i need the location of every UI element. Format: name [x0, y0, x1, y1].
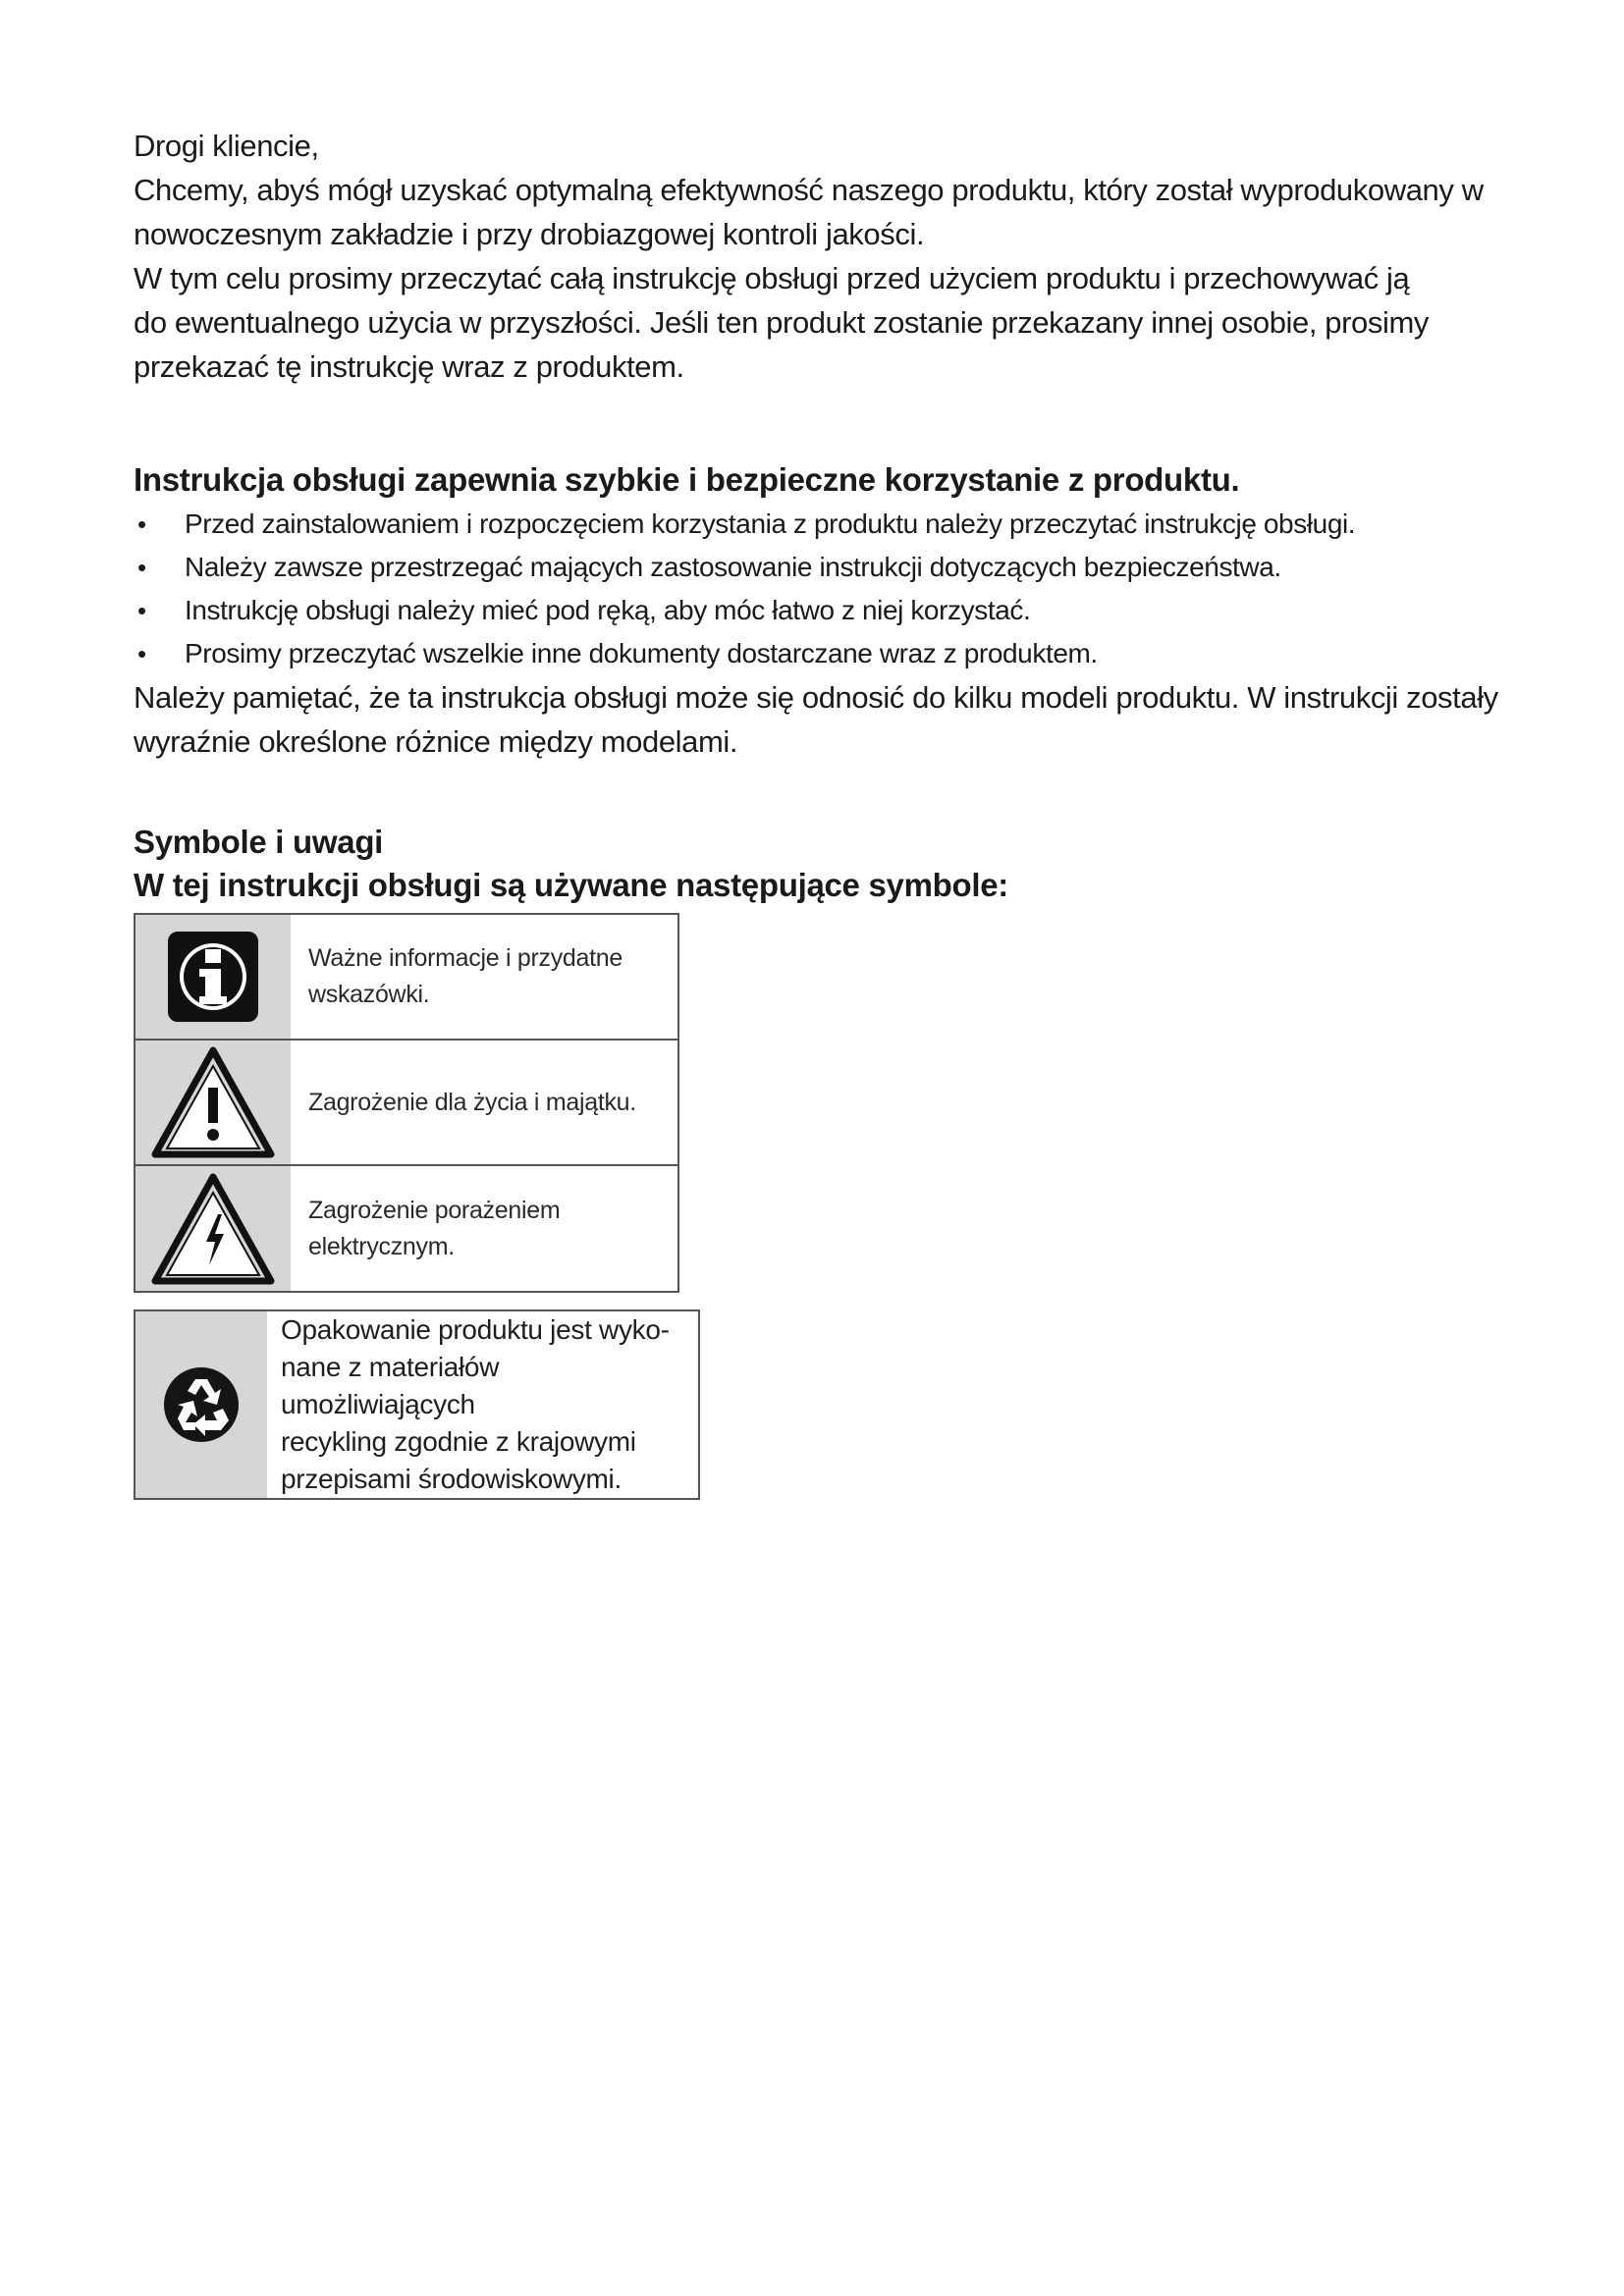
- section-symbols: [134, 821, 1508, 907]
- symbol-description: [291, 915, 677, 1039]
- symbol-row-electric: [135, 1166, 677, 1291]
- symbol-description: [291, 1041, 677, 1164]
- recycling-note-box: [134, 1309, 700, 1500]
- recycle-icon: [135, 1311, 267, 1498]
- symbol-row-info: [135, 915, 677, 1041]
- bullet-list: [134, 503, 1508, 675]
- section-symbols-subheading: W tej instrukcji obsługi są używane następujące symbole:: [134, 867, 1008, 903]
- intro-p2-line1: W tym celu prosimy przeczytać całą instrukcję obsługi przed użyciem produktu i przechowywać ją: [134, 261, 1410, 295]
- electric-shock-icon: [135, 1166, 291, 1291]
- list-item: [134, 589, 1508, 632]
- recycling-line2: nane z materiałów umożliwiających: [281, 1352, 500, 1419]
- models-note-line2: wyraźnie określone różnice między modelami.: [134, 724, 738, 759]
- section-symbols-heading: Symbole i uwagi: [134, 824, 384, 860]
- intro-p2-line2: do ewentualnego użycia w przyszłości. Jeśli ten produkt zostanie przekazany innej osobie, prosimy: [134, 305, 1430, 340]
- symbol-text-line1: Zagrożenie dla życia i majątku.: [308, 1088, 636, 1116]
- recycling-line1: Opakowanie produktu jest wyko-: [281, 1314, 670, 1345]
- list-item-text: Instrukcję obsługi należy mieć pod ręką, aby móc łatwo z niej korzystać.: [185, 595, 1031, 625]
- warning-icon: [135, 1041, 291, 1164]
- list-item: [134, 503, 1508, 546]
- section-usage-heading: Instrukcja obsługi zapewnia szybkie i bezpieczne korzystanie z produktu.: [134, 461, 1240, 498]
- bullet-icon: •: [137, 639, 146, 668]
- intro-p2-line3: przekazać tę instrukcję wraz z produktem.: [134, 349, 684, 384]
- intro-p1-line1: Chcemy, abyś mógł uzyskać optymalną efektywność naszego produktu, który został wyprodukowany w: [134, 173, 1484, 207]
- list-item: [134, 546, 1508, 589]
- bullet-icon: •: [137, 596, 146, 625]
- recycling-description: [267, 1311, 698, 1498]
- list-item: [134, 632, 1508, 675]
- symbol-text-line2: wskazówki.: [308, 981, 430, 1008]
- recycling-line3: recykling zgodnie z krajowymi: [281, 1426, 636, 1457]
- intro-paragraph-2: [134, 256, 1508, 389]
- symbols-table: [134, 913, 679, 1293]
- bullet-icon: •: [137, 553, 146, 582]
- list-item-text: Przed zainstalowaniem i rozpoczęciem korzystania z produktu należy przeczytać instrukcję obsługi.: [185, 508, 1356, 539]
- list-item-text: Należy zawsze przestrzegać mających zastosowanie instrukcji dotyczących bezpieczeństwa.: [185, 552, 1281, 582]
- symbol-text-line1: Ważne informacje i przydatne: [308, 944, 623, 972]
- bullet-icon: •: [137, 509, 146, 539]
- intro-paragraph-1: [134, 168, 1508, 256]
- intro-p1-line2: nowoczesnym zakładzie i przy drobiazgowej kontroli jakości.: [134, 217, 925, 251]
- symbol-text-line1: Zagrożenie porażeniem: [308, 1196, 561, 1224]
- section-usage: [134, 457, 1508, 764]
- models-note-line1: Należy pamiętać, że ta instrukcja obsługi może się odnosić do kilku modeli produktu. W instrukcji zostały: [134, 680, 1498, 715]
- models-note: [134, 675, 1508, 764]
- info-icon: [135, 915, 291, 1039]
- greeting: Drogi kliencie,: [134, 129, 319, 163]
- symbol-text-line2: elektrycznym.: [308, 1232, 455, 1260]
- symbol-row-warning: [135, 1041, 677, 1166]
- symbol-description: [291, 1166, 677, 1291]
- intro: [134, 124, 1508, 389]
- recycling-line4: przepisami środowiskowymi.: [281, 1464, 622, 1494]
- list-item-text: Prosimy przeczytać wszelkie inne dokumenty dostarczane wraz z produktem.: [185, 638, 1098, 668]
